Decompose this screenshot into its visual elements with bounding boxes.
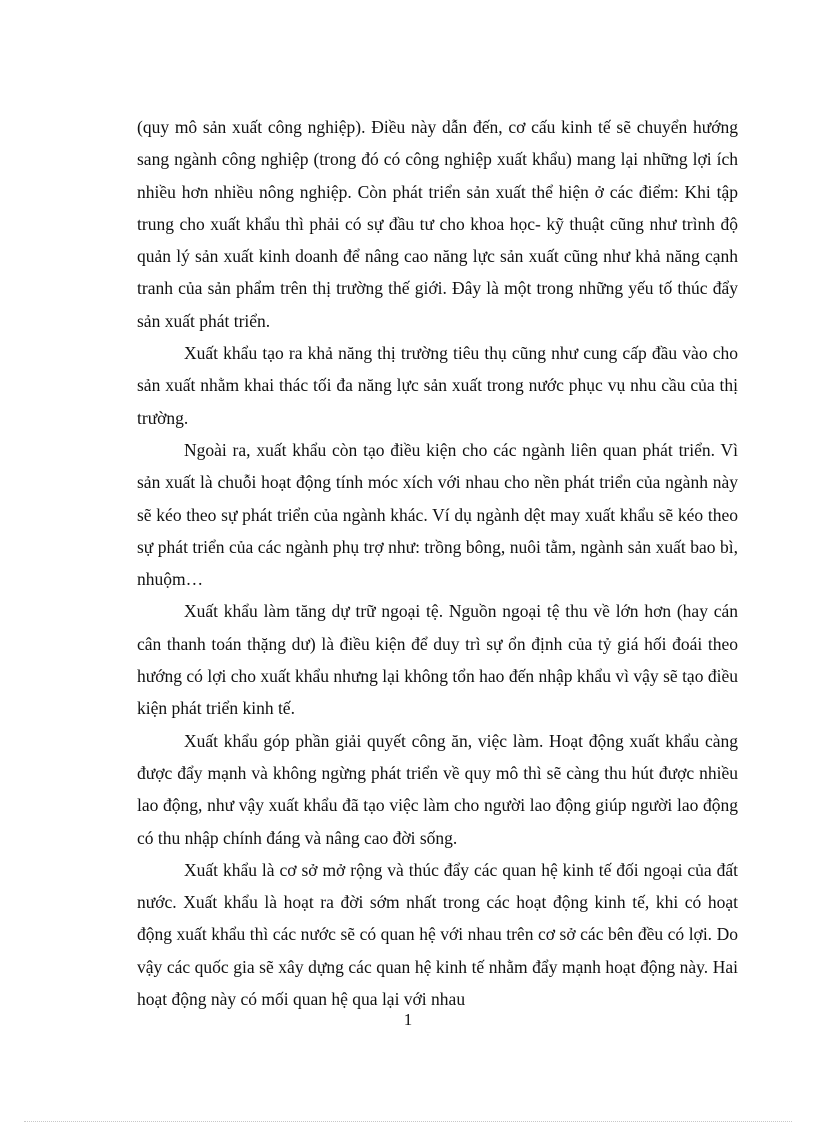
paragraph-production-development: (quy mô sản xuất công nghiệp). Điều này dẫn đến, cơ cấu kinh tế sẽ chuyển hướng sang ngành công nghiệp (trong đó có công nghiệp xuất khẩu) mang lại những lợi ích nhiều hơn nhiều nông nghiệp. Còn phát triển sản xuất thể hiện ở các điểm: Khi tập trung cho xuất khẩu thì phải có sự đầu tư cho khoa học- kỹ thuật cũng như trình độ quản lý sản xuất kinh doanh để nâng cao năng lực sản xuất cũng như khả năng cạnh tranh của sản phẩm trên thị trường thế giới. Đây là một trong những yếu tố thúc đẩy sản xuất phát triển. xyxy=(137,117,738,331)
paragraph-foreign-reserves: Xuất khẩu làm tăng dự trữ ngoại tệ. Nguồn ngoại tệ thu về lớn hơn (hay cán cân thanh toán thặng dư) là điều kiện để duy trì sự ổn định của tỷ giá hối đoái theo hướng có lợi cho xuất khẩu nhưng lại không tổn hao đến nhập khẩu vì vậy sẽ tạo điều kiện phát triển kinh tế. xyxy=(137,601,738,719)
page-number: 1 xyxy=(403,1010,413,1029)
document-page xyxy=(137,111,738,1015)
paragraph-market-consumption: Xuất khẩu tạo ra khả năng thị trường tiêu thụ cũng như cung cấp đầu vào cho sản xuất nhằm khai thác tối đa năng lực sản xuất trong nước phục vụ nhu cầu của thị trường. xyxy=(137,343,738,428)
page-bottom-divider xyxy=(24,1121,792,1122)
paragraph-foreign-relations: Xuất khẩu là cơ sở mở rộng và thúc đẩy các quan hệ kinh tế đối ngoại của đất nước. Xuất khẩu là hoạt ra đời sớm nhất trong các hoạt động kinh tế, khi có hoạt động xuất khẩu thì các nước sẽ có quan hệ với nhau trên cơ sở các bên đều có lợi. Do vậy các quốc gia sẽ xây dựng các quan hệ kinh tế nhằm đẩy mạnh hoạt động này. Hai hoạt động này có mối quan hệ qua lại với nhau xyxy=(137,859,738,1010)
paragraph-related-industries: Ngoài ra, xuất khẩu còn tạo điều kiện cho các ngành liên quan phát triển. Vì sản xuất là chuỗi hoạt động tính móc xích với nhau cho nền phát triển của ngành này sẽ kéo theo sự phát triển của ngành khác. Ví dụ ngành dệt may xuất khẩu sẽ kéo theo sự phát triển của các ngành phụ trợ như: trồng bông, nuôi tằm, ngành sản xuất bao bì, nhuộm… xyxy=(137,439,738,590)
paragraph-employment: Xuất khẩu góp phần giải quyết công ăn, việc làm. Hoạt động xuất khẩu càng được đẩy mạnh và không ngừng phát triển về quy mô thì sẽ càng thu hút được nhiều lao động, như vậy xuất khẩu đã tạo việc làm cho người lao động giúp người lao động có thu nhập chính đáng và nâng cao đời sống. xyxy=(137,730,738,848)
